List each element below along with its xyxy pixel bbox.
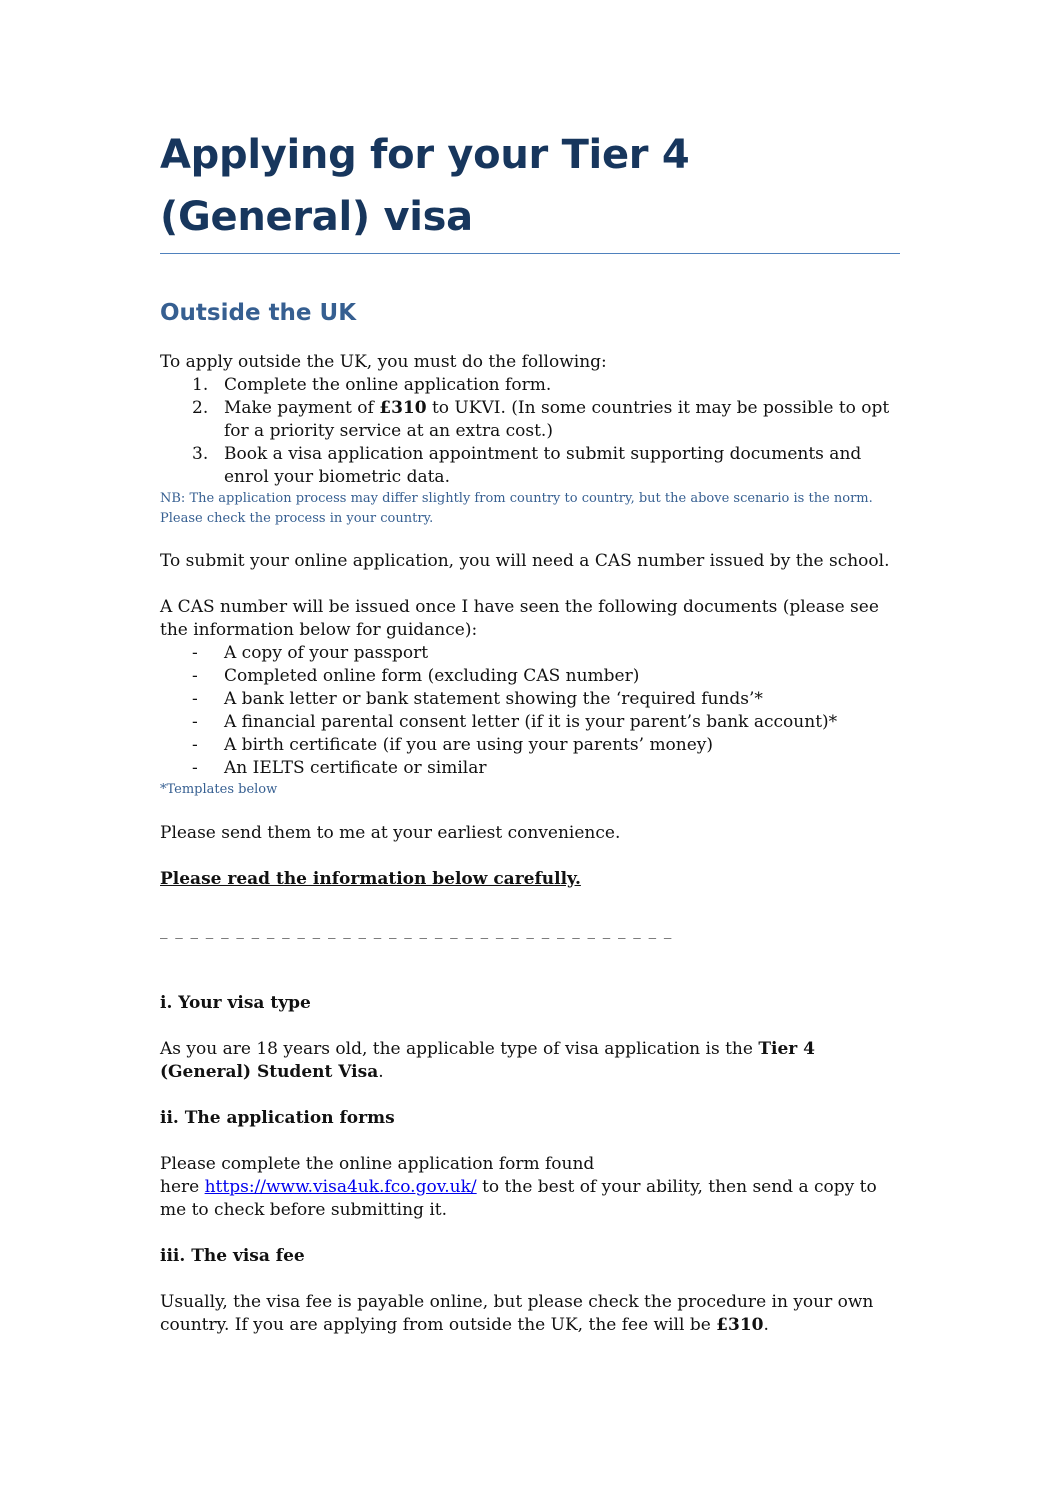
step-text: Complete the online application form. — [224, 375, 552, 395]
visa4uk-link[interactable]: https://www.visa4uk.fco.gov.uk/ — [204, 1177, 477, 1197]
templates-note: *Templates below — [160, 782, 278, 797]
step-text-after: to UKVI. (In some countries it may be possible to opt for a priority service at an extra cost.) — [224, 398, 890, 441]
section-heading-outside-uk: Outside the UK — [160, 300, 357, 326]
section-i-text-after: . — [378, 1062, 384, 1082]
bullet-dash: - — [192, 689, 198, 709]
section-ii-line1: Please complete the online application form found — [160, 1154, 595, 1174]
section-iii-text-before: Usually, the visa fee is payable online, but please check the procedure in your own country. If you are applying from outside the UK, the fee will be — [160, 1292, 874, 1335]
list-item — [160, 665, 900, 688]
document-page — [160, 124, 900, 1337]
section-iii-text — [160, 1291, 900, 1337]
nb-note: NB: The application process may differ slightly from country to country, but the above scenario is the norm. Please check the process in your country. — [160, 491, 873, 526]
document-item-text: A birth certificate (if you are using your parents’ money) — [224, 735, 714, 755]
read-carefully-heading: Please read the information below carefully. — [160, 869, 581, 889]
step-text — [224, 397, 900, 443]
step-text-before: Make payment of — [224, 398, 380, 418]
document-item-text: A copy of your passport — [224, 643, 429, 663]
bullet-dash: - — [192, 735, 198, 755]
section-i-text — [160, 1038, 900, 1084]
document-item-text: A financial parental consent letter (if it is your parent’s bank account)* — [224, 712, 838, 732]
visa-fee-amount: £310 — [716, 1315, 764, 1335]
list-item — [160, 711, 900, 734]
bullet-dash: - — [192, 712, 198, 732]
list-item — [160, 688, 900, 711]
send-line: Please send them to me at your earliest convenience. — [160, 823, 621, 843]
section-i-text-before: As you are 18 years old, the applicable type of visa application is the — [160, 1039, 759, 1059]
list-item — [160, 734, 900, 757]
required-documents-list — [160, 642, 900, 780]
step-number: 2. — [192, 398, 209, 418]
application-steps-list — [160, 374, 900, 489]
section-ii-text — [160, 1176, 900, 1222]
document-item-text: An IELTS certificate or similar — [224, 758, 487, 778]
separator-line: _ _ _ _ _ _ _ _ _ _ _ _ _ _ _ _ _ _ _ _ _ _ _ _ _ _ _ _ _ _ _ _ _ _ — [160, 921, 673, 939]
fee-amount: £310 — [379, 398, 427, 418]
list-item — [160, 757, 900, 780]
step-text: Book a visa application appointment to submit supporting documents and enrol your biometric data. — [224, 444, 862, 487]
cas-docs-intro: A CAS number will be issued once I have seen the following documents (please see the information below for guidance): — [160, 597, 879, 640]
section-iii-heading: iii. The visa fee — [160, 1246, 305, 1266]
step-number: 1. — [192, 375, 209, 395]
step-number: 3. — [192, 444, 209, 464]
section-iii-text-after: . — [763, 1315, 769, 1335]
list-item — [160, 443, 900, 489]
cas-intro: To submit your online application, you will need a CAS number issued by the school. — [160, 551, 890, 571]
section-ii-here: here — [160, 1177, 205, 1197]
visa-type-name: Tier 4 (General) Student Visa — [160, 1039, 815, 1082]
document-title: Applying for your Tier 4 (General) visa — [160, 124, 900, 254]
document-item-text: Completed online form (excluding CAS number) — [224, 666, 640, 686]
document-item-text: A bank letter or bank statement showing the ‘required funds’* — [224, 689, 763, 709]
list-item — [160, 397, 900, 443]
list-item — [160, 642, 900, 665]
section-ii-text-after: to the best of your ability, then send a copy to me to check before submitting it. — [160, 1177, 877, 1220]
bullet-dash: - — [192, 758, 198, 778]
intro-text: To apply outside the UK, you must do the following: — [160, 352, 607, 372]
bullet-dash: - — [192, 643, 198, 663]
section-ii-heading: ii. The application forms — [160, 1108, 395, 1128]
bullet-dash: - — [192, 666, 198, 686]
list-item — [160, 374, 900, 397]
section-i-heading: i. Your visa type — [160, 993, 311, 1013]
